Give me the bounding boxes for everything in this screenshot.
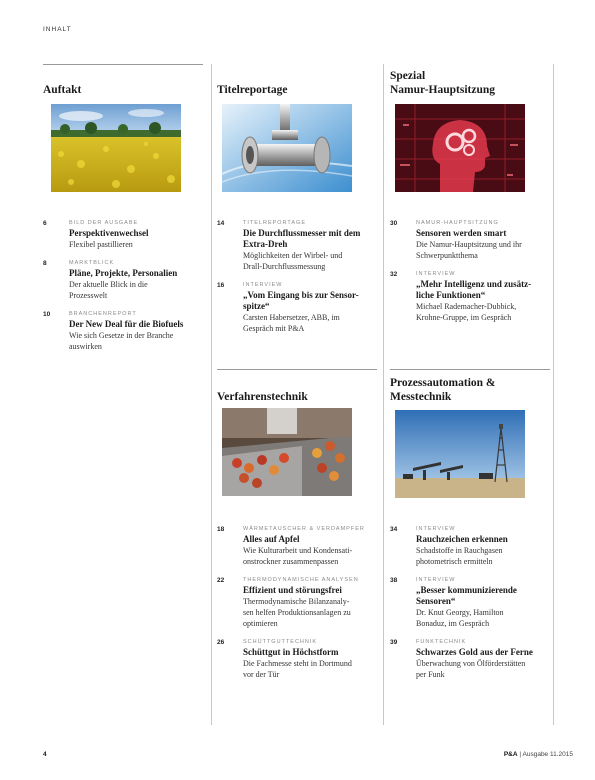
title-line: Perspektivenwechsel <box>69 228 149 238</box>
publication-name: P&A <box>503 751 518 758</box>
entry-kicker: MARKTBLICK <box>69 260 115 266</box>
toc-entry[interactable] <box>217 577 377 629</box>
desc-line: Drall-Durchflussmessung <box>243 262 326 271</box>
section-heading-line: Spezial <box>390 70 426 82</box>
desc-line: Wie sich Gesetze in der Branche <box>69 331 174 340</box>
toc-column <box>43 64 203 362</box>
toc-entry[interactable] <box>390 271 550 323</box>
page-number: 6 <box>43 220 47 227</box>
page-number: 18 <box>217 526 225 533</box>
desc-line: Die Namur-Hauptsitzung und ihr <box>416 240 522 249</box>
entry-description <box>416 545 550 567</box>
toc-entry[interactable] <box>43 220 203 250</box>
toc-entry[interactable] <box>217 220 377 272</box>
toc-entry[interactable] <box>217 639 377 680</box>
toc-entry[interactable] <box>390 526 550 567</box>
entry-title <box>243 647 377 658</box>
toc-entry[interactable] <box>43 311 203 352</box>
section-label: INHALT <box>43 26 72 33</box>
section-heading-line: Titelreportage <box>217 84 288 96</box>
entry-title <box>69 228 203 239</box>
entry-description <box>69 239 203 250</box>
entry-description <box>243 250 377 272</box>
desc-line: Dr. Knut Georgy, Hamilton <box>416 608 504 617</box>
desc-line: Bonaduz, im Gespräch <box>416 619 490 628</box>
section-heading-line: Verfahrenstechnik <box>217 391 308 403</box>
page-number: 10 <box>43 311 51 318</box>
entry-kicker: INTERVIEW <box>416 526 456 532</box>
desc-line: Der aktuelle Blick in die <box>69 280 148 289</box>
desc-line: Überwachung von Ölförderstätten <box>416 659 526 668</box>
entry-description <box>243 658 377 680</box>
column-divider <box>383 64 384 725</box>
title-line: Schüttgut in Höchstform <box>243 647 339 657</box>
entry-kicker: THERMODYNAMISCHE ANALYSEN <box>243 577 359 583</box>
entry-title <box>416 228 550 239</box>
section-heading <box>43 64 203 97</box>
title-line: Pläne, Projekte, Personalien <box>69 268 178 278</box>
title-line: Schwarzes Gold aus der Ferne <box>416 647 533 657</box>
entry-kicker: SCHÜTTGUTTECHNIK <box>243 639 318 645</box>
apples-processing-image[interactable] <box>222 408 352 496</box>
page-number: 8 <box>43 260 47 267</box>
entry-description <box>243 596 377 629</box>
desc-line: Schwerpunktthema <box>416 251 478 260</box>
entry-kicker: NAMUR-HAUPTSITZUNG <box>416 220 499 226</box>
desc-line: Wie Kulturarbeit und Kondensati- <box>243 546 353 555</box>
toc-section-prozessautomation <box>390 369 550 690</box>
title-line: Die Durchflussmesser mit dem <box>243 228 361 238</box>
desc-line: onstrockner zusammenpassen <box>243 557 339 566</box>
section-heading-line: Prozessautomation & <box>390 377 496 389</box>
desc-line: Gespräch mit P&A <box>243 324 305 333</box>
entry-kicker: INTERVIEW <box>416 577 456 583</box>
entry-description <box>69 279 203 301</box>
toc-section-namur <box>390 64 550 323</box>
rapeseed-field-image[interactable] <box>51 104 181 192</box>
title-line: „Besser kommunizierende <box>416 585 517 595</box>
issue-label: | Ausgabe 11.2015 <box>519 751 573 758</box>
title-line: Sensoren werden smart <box>416 228 507 238</box>
page-number: 34 <box>390 526 398 533</box>
entry-kicker: INTERVIEW <box>416 271 456 277</box>
digital-brain-image[interactable] <box>395 104 525 192</box>
section-heading <box>390 64 550 97</box>
page-number: 16 <box>217 282 225 289</box>
entry-title <box>416 647 550 658</box>
title-line: Sensoren“ <box>416 596 456 606</box>
entry-kicker: BRANCHENREPORT <box>69 311 137 317</box>
page-number-footer: 4 <box>43 751 47 758</box>
desc-line: Carsten Habersetzer, ABB, im <box>243 313 340 322</box>
desc-line: Thermodynamische Bilanzanaly- <box>243 597 350 606</box>
entry-title <box>416 279 550 301</box>
entry-title <box>416 585 550 607</box>
section-heading-line: Namur-Hauptsitzung <box>390 84 495 96</box>
desc-line: Flexibel pastillieren <box>69 240 133 249</box>
toc-section-auftakt <box>43 64 203 352</box>
desc-line: per Funk <box>416 670 445 679</box>
entry-kicker: TITELREPORTAGE <box>243 220 307 226</box>
column-divider <box>553 64 554 725</box>
entry-kicker: BILD DER AUSGABE <box>69 220 139 226</box>
toc-column <box>390 64 550 679</box>
desc-line: Möglichkeiten der Wirbel- und <box>243 251 343 260</box>
page-number: 22 <box>217 577 225 584</box>
desc-line: Michael Rademacher-Dubbick, <box>416 302 517 311</box>
entry-kicker: INTERVIEW <box>243 282 283 288</box>
entry-title <box>243 290 377 312</box>
toc-section-titelreportage <box>217 64 377 334</box>
title-line: Rauchzeichen erkennen <box>416 534 508 544</box>
entry-description <box>416 239 550 261</box>
desc-line: Krohne-Gruppe, im Gespräch <box>416 313 512 322</box>
page-number: 14 <box>217 220 225 227</box>
desc-line: vor der Tür <box>243 670 280 679</box>
title-line: „Mehr Intelligenz und zusätz- <box>416 279 532 289</box>
page-number: 39 <box>390 639 398 646</box>
entry-description <box>416 301 550 323</box>
entry-title <box>243 585 377 596</box>
title-line: Der New Deal für die Biofuels <box>69 319 184 329</box>
toc-entry[interactable] <box>43 260 203 301</box>
entry-title <box>69 268 203 279</box>
entry-kicker: FUNKTECHNIK <box>416 639 467 645</box>
page-number: 32 <box>390 271 398 278</box>
entry-description <box>416 607 550 629</box>
entry-title <box>69 319 203 330</box>
title-line: Extra-Dreh <box>243 239 288 249</box>
flowmeter-image[interactable] <box>222 104 352 192</box>
entry-description <box>243 312 377 334</box>
title-line: Effizient und störungsfrei <box>243 585 342 595</box>
toc-section-verfahrenstechnik <box>217 369 377 690</box>
page-number: 26 <box>217 639 225 646</box>
entry-title <box>416 534 550 545</box>
title-line: „Vom Eingang bis zur Sensor- <box>243 290 359 300</box>
toc-entry[interactable] <box>217 282 377 334</box>
toc-column <box>217 64 377 679</box>
desc-line: sen helfen Produktionsanlagen zu <box>243 608 351 617</box>
entry-title <box>243 534 377 545</box>
desc-line: optimieren <box>243 619 278 628</box>
desc-line: Prozesswelt <box>69 291 108 300</box>
toc-entry[interactable] <box>390 639 550 680</box>
toc-entry[interactable] <box>390 220 550 261</box>
page-number: 30 <box>390 220 398 227</box>
section-heading <box>217 369 377 404</box>
title-line: liche Funktionen“ <box>416 290 486 300</box>
desc-line: photometrisch ermitteln <box>416 557 493 566</box>
desc-line: auswirken <box>69 342 102 351</box>
section-heading <box>217 64 377 97</box>
publication-footer <box>504 751 573 758</box>
section-heading-line: Auftakt <box>43 84 82 96</box>
toc-entry[interactable] <box>217 526 377 567</box>
section-heading-line: Messtechnik <box>390 391 452 403</box>
title-line: spitze“ <box>243 301 270 311</box>
desc-line: Schadstoffe in Rauchgasen <box>416 546 503 555</box>
entry-title <box>243 228 377 250</box>
page-number: 38 <box>390 577 398 584</box>
entry-description <box>69 330 203 352</box>
oil-field-image[interactable] <box>395 410 525 498</box>
column-divider <box>211 64 212 725</box>
entry-description <box>416 658 550 680</box>
entry-description <box>243 545 377 567</box>
section-heading <box>390 369 550 404</box>
toc-entry[interactable] <box>390 577 550 629</box>
entry-kicker: WÄRMETAUSCHER & VERDAMPFER <box>243 526 365 532</box>
desc-line: Die Fachmesse steht in Dortmund <box>243 659 352 668</box>
title-line: Alles auf Apfel <box>243 534 300 544</box>
